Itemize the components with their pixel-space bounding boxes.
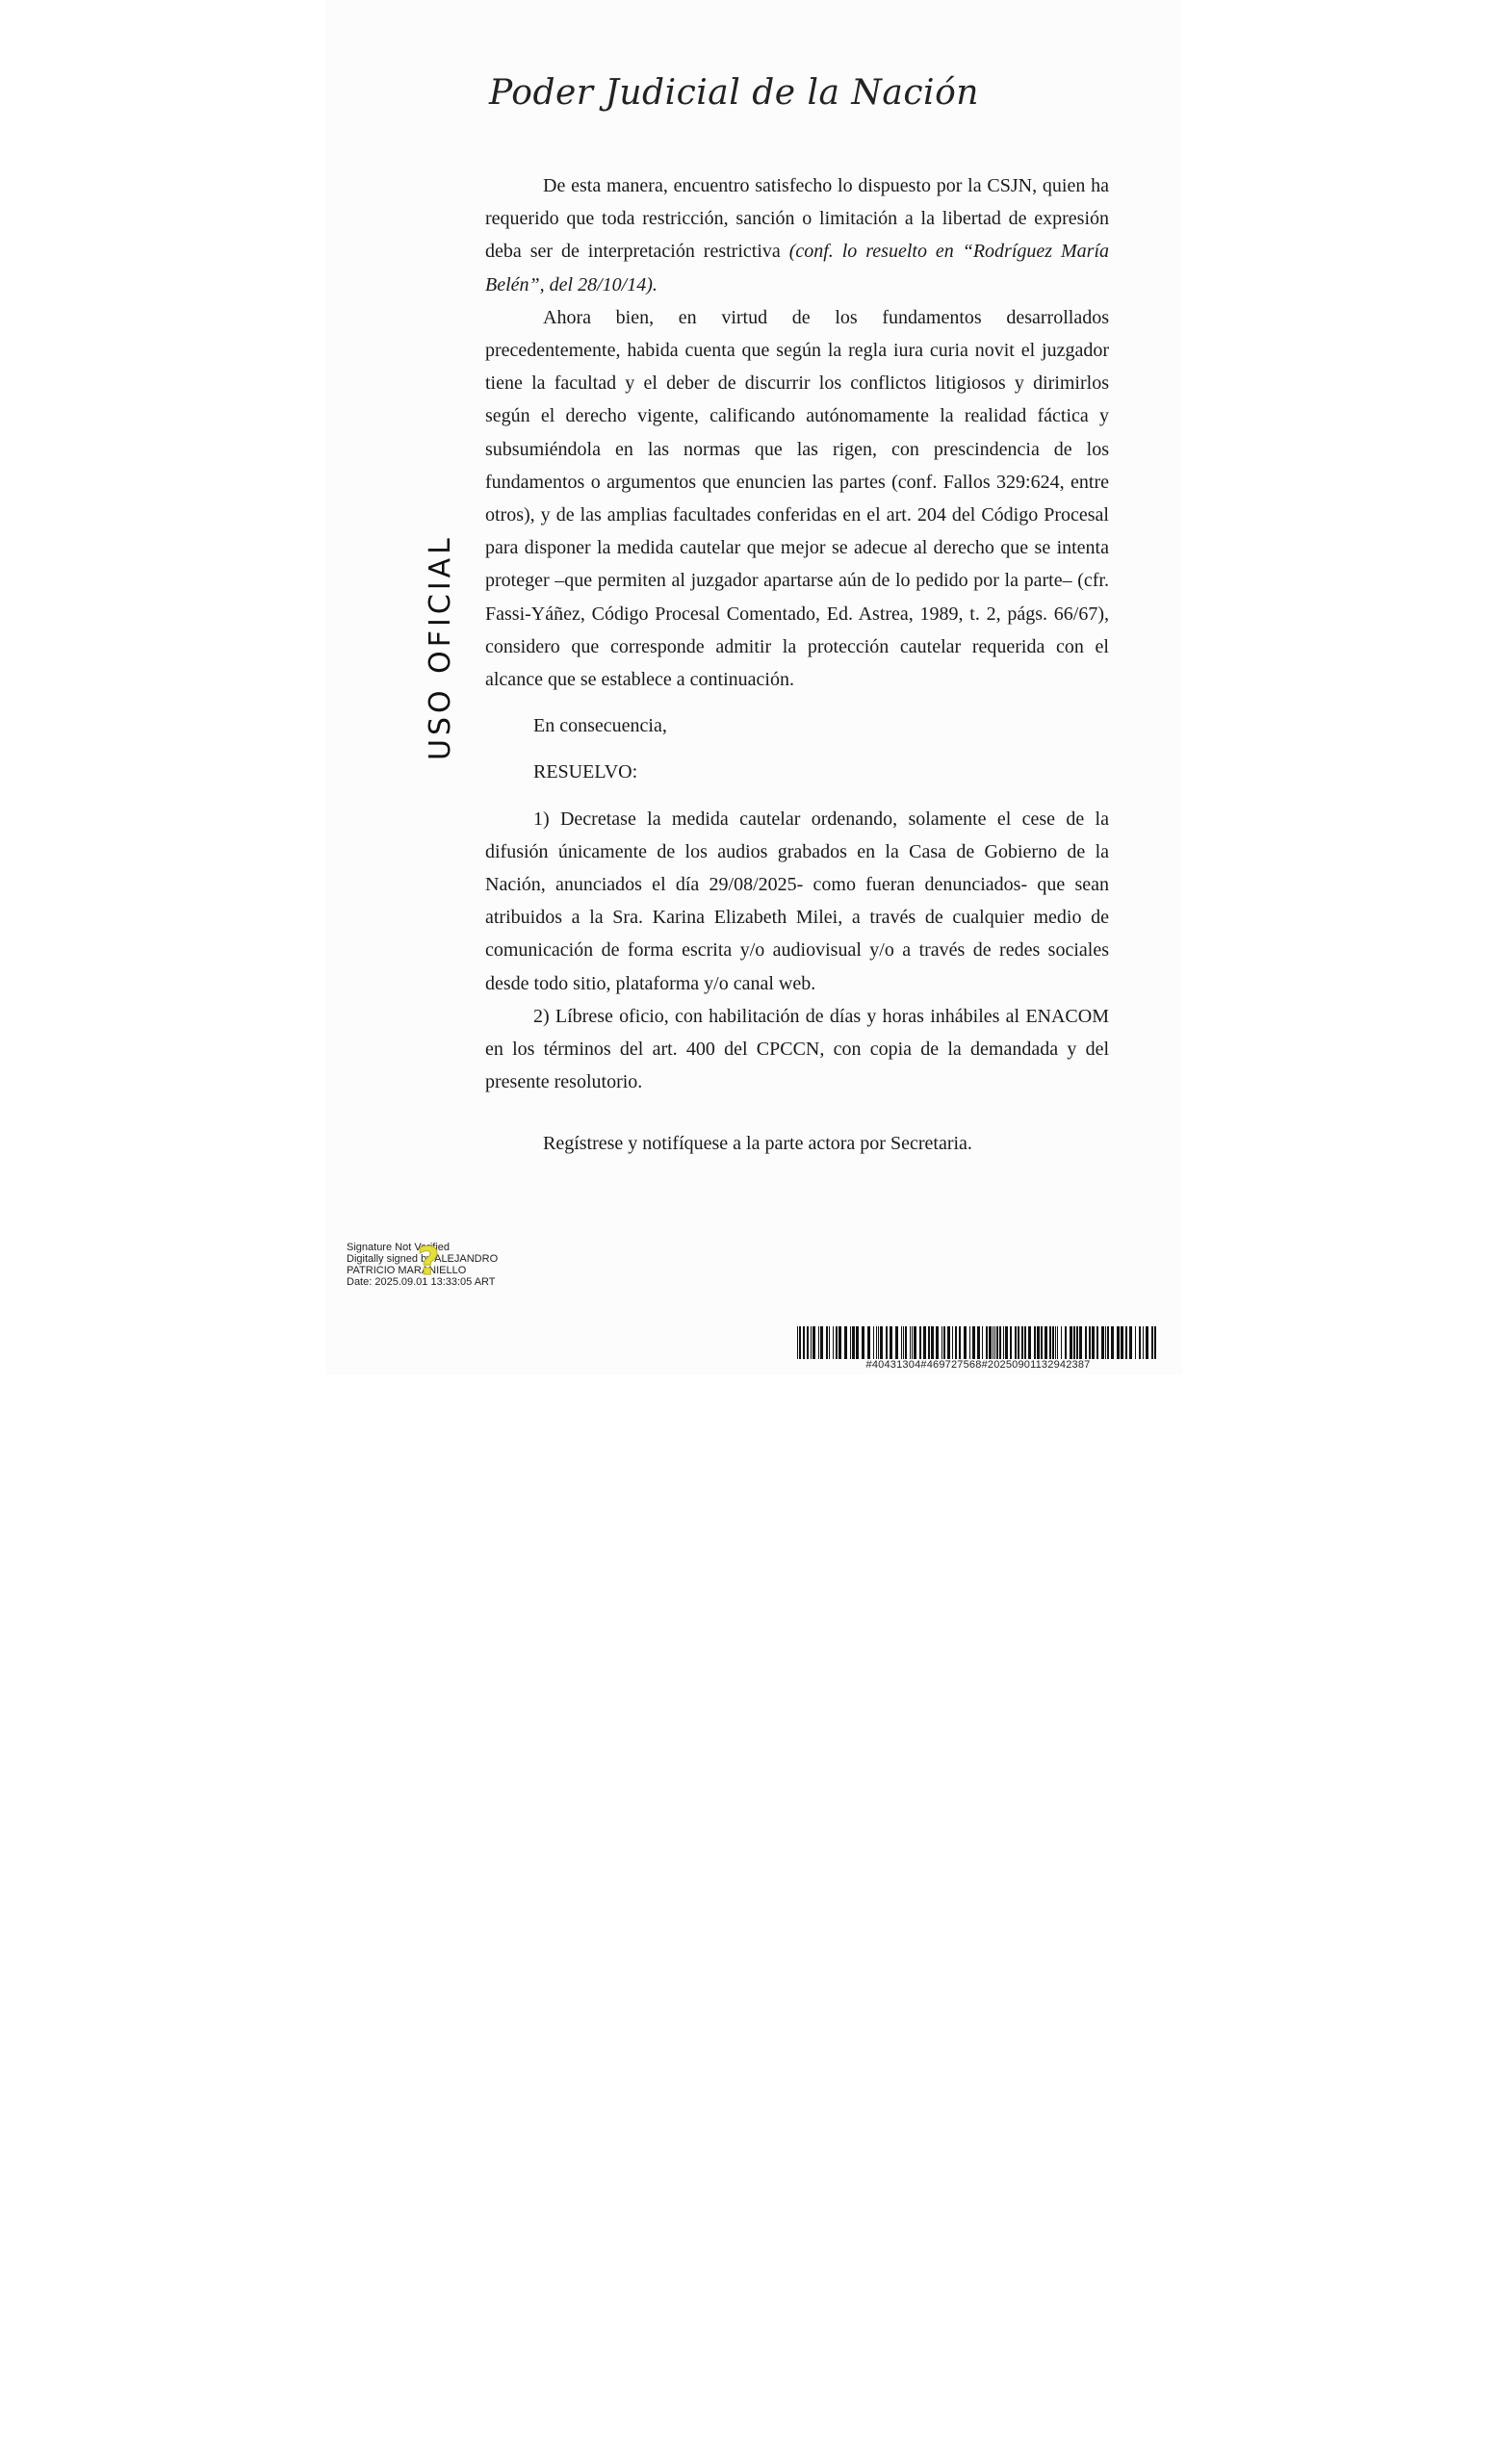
- signature-date: Date: 2025.09.01 13:33:05 ART: [347, 1276, 496, 1288]
- barcode-bar: [972, 1326, 975, 1359]
- barcode-bar: [1028, 1326, 1031, 1359]
- barcode-bar: [1092, 1326, 1095, 1359]
- barcode-bar: [919, 1326, 921, 1359]
- barcode-bar: [986, 1326, 988, 1359]
- barcode-bar: [799, 1326, 801, 1359]
- barcode-bar: [895, 1326, 898, 1359]
- barcode-bar: [1021, 1326, 1023, 1359]
- barcode-bar: [886, 1326, 888, 1359]
- barcode-bar: [1024, 1326, 1026, 1359]
- barcode-bar: [852, 1326, 855, 1359]
- barcode-bar: [1121, 1326, 1123, 1359]
- barcode-bar: [1107, 1326, 1109, 1359]
- paragraph-1-text: De esta manera, encuentro satisfecho lo dispuesto por la CSJN, quien ha requerido que toda restricción, sanción o limitación a la libertad de expresión deba ser de interpretación restrictiva: [485, 175, 1109, 263]
- barcode-bar: [936, 1326, 939, 1359]
- paragraph-consecuencia: En consecuencia,: [533, 715, 667, 737]
- barcode-bar: [1018, 1326, 1019, 1359]
- barcode-bar: [1079, 1326, 1082, 1359]
- barcode-bar: [797, 1326, 798, 1359]
- barcode-bar: [1085, 1326, 1087, 1359]
- barcode-bar: [818, 1326, 819, 1359]
- barcode-bar: [836, 1326, 838, 1359]
- barcode-bar: [1076, 1326, 1078, 1359]
- barcode-bar: [943, 1326, 945, 1359]
- barcode-bar: [878, 1326, 879, 1359]
- barcode-bar: [826, 1326, 828, 1359]
- barcode-bar: [1037, 1326, 1040, 1359]
- barcode-bar: [1117, 1326, 1120, 1359]
- barcode-bar: [1089, 1326, 1091, 1359]
- barcode-bar: [996, 1326, 998, 1359]
- barcode-bar: [901, 1326, 902, 1359]
- barcode-bar: [952, 1326, 953, 1359]
- barcode-bar: [1143, 1326, 1144, 1359]
- barcode-bar: [989, 1326, 992, 1359]
- barcode-bar: [856, 1326, 859, 1359]
- barcode-bar: [914, 1326, 916, 1359]
- barcode-bar: [1015, 1326, 1017, 1359]
- barcode-bar: [1096, 1326, 1098, 1359]
- barcode-bar: [1055, 1326, 1056, 1359]
- barcode-bar: [1010, 1326, 1012, 1359]
- barcode-bar: [912, 1326, 913, 1359]
- signature-question-icon: [412, 1240, 445, 1282]
- barcode-bar: [1154, 1326, 1156, 1359]
- barcode-bar: [1034, 1326, 1036, 1359]
- barcode-bar: [876, 1326, 877, 1359]
- barcode-bar: [947, 1326, 950, 1359]
- barcode-bar: [1139, 1326, 1141, 1359]
- barcode-bar: [862, 1326, 864, 1359]
- signature-status: Signature Not Verified: [347, 1242, 451, 1253]
- barcode-bar: [994, 1326, 995, 1359]
- paragraph-1-citation: (conf. lo resuelto en “Rodríguez María Belén”, del 28/10/14).: [485, 241, 1109, 295]
- barcode-bar: [1061, 1326, 1062, 1359]
- barcode-bar: [1146, 1326, 1148, 1359]
- barcode-bar: [923, 1326, 926, 1359]
- barcode-bar: [905, 1326, 907, 1359]
- barcode-bar: [1065, 1326, 1067, 1359]
- barcode-bar: [1073, 1326, 1075, 1359]
- barcode-bar: [890, 1326, 892, 1359]
- barcode-bar: [1057, 1326, 1058, 1359]
- barcode-bar: [833, 1326, 834, 1359]
- side-stamp-text: USO OFICIAL: [424, 534, 457, 760]
- document-body: [485, 169, 1109, 1161]
- barcode-bar: [955, 1326, 957, 1359]
- barcode-bar: [1129, 1326, 1132, 1359]
- barcode-bar: [867, 1326, 870, 1359]
- barcode-bar: [1070, 1326, 1072, 1359]
- signature-signer-line2: PATRICIO MARANIELLO: [347, 1265, 467, 1276]
- barcode-bar: [1049, 1326, 1051, 1359]
- barcode-bar: [928, 1326, 930, 1359]
- barcode-bar: [1005, 1326, 1008, 1359]
- barcode-bar: [880, 1326, 883, 1359]
- barcode-bar: [959, 1326, 961, 1359]
- barcode-bar: [873, 1326, 874, 1359]
- barcode-bar: [1111, 1326, 1114, 1359]
- barcode-bar: [964, 1326, 967, 1359]
- barcode-bar: [1041, 1326, 1043, 1359]
- side-stamp: [424, 534, 464, 762]
- barcode-bar: [1135, 1326, 1136, 1359]
- barcode-bar: [1105, 1326, 1106, 1359]
- barcode-bar: [969, 1326, 970, 1359]
- barcode-bar: [838, 1326, 841, 1359]
- barcode-bar: [910, 1326, 911, 1359]
- barcode-bar: [1125, 1326, 1127, 1359]
- barcode-bar: [803, 1326, 805, 1359]
- barcode-bar: [812, 1326, 815, 1359]
- barcode-bar: [811, 1326, 812, 1359]
- barcode-bar: [977, 1326, 980, 1359]
- barcode: [795, 1326, 1161, 1371]
- page-header-title: Poder Judicial de la Nación: [489, 73, 979, 113]
- barcode-bar: [820, 1326, 823, 1359]
- barcode-bars: [795, 1326, 1161, 1359]
- svg-text:?: ?: [417, 1240, 440, 1282]
- barcode-bar: [844, 1326, 847, 1359]
- barcode-bar: [982, 1326, 983, 1359]
- paragraph-resuelvo: RESUELVO:: [533, 761, 638, 783]
- barcode-bar: [931, 1326, 934, 1359]
- barcode-bar: [1101, 1326, 1104, 1359]
- barcode-bar: [1052, 1326, 1054, 1359]
- barcode-bar: [999, 1326, 1001, 1359]
- paragraph-1: [485, 169, 1109, 301]
- barcode-bar: [850, 1326, 851, 1359]
- barcode-bar: [941, 1326, 942, 1359]
- barcode-bar: [829, 1326, 830, 1359]
- barcode-bar: [1003, 1326, 1004, 1359]
- barcode-bar: [807, 1326, 809, 1359]
- barcode-bar: [1045, 1326, 1047, 1359]
- resolution-item-2: 2) Líbrese oficio, con habilitación de días y horas inhábiles al ENACOM en los términos del art. 400 del CPCCN, con copia de la demandada y del presente resolutorio.: [485, 1005, 1109, 1093]
- signature-signer-line1: Digitally signed by ALEJANDRO: [347, 1253, 499, 1265]
- paragraph-2: Ahora bien, en virtud de los fundamentos desarrollados precedentemente, habida cuenta que según la regla iura curia novit el juzgador tiene la facultad y el deber de discurrir los conflictos litigiosos y dirimirlos según el derecho vigente, calificando autónomamente la realidad fáctica y subsumiéndola en las normas que las rigen, con prescindencia de los fundamentos o argumentos que enuncien las partes (conf. Fallos 329:624, entre otros), y de las amplias facultades conferidas en el art. 204 del Código Procesal para disponer la medida cautelar que mejor se adecue al derecho que se intenta proteger –que permiten al juzgador apartarse aún de lo pedido por la parte– (cfr. Fassi-Yáñez, Código Procesal Comentado, Ed. Astrea, 1989, t. 2, págs. 66/67), considero que corresponde admitir la protección cautelar requerida con el alcance que se establece a continuación.: [485, 306, 1109, 691]
- barcode-bar: [1151, 1326, 1153, 1359]
- closing-line: Regístrese y notifíquese a la parte actora por Secretaria.: [543, 1133, 972, 1155]
- barcode-bar: [903, 1326, 904, 1359]
- resolution-item-1: 1) Decretase la medida cautelar ordenando, solamente el cese de la difusión únicamente de los audios grabados en la Casa de Gobierno de la Nación, anunciados el día 29/08/2025- como fueran denunciados- que sean atribuidos a la Sra. Karina Elizabeth Milei, a través de cualquier medio de comunicación de forma escrita y/o audiovisual y/o a través de redes sociales desde todo sitio, plataforma y/o canal web.: [485, 808, 1109, 994]
- barcode-text: #40431304#469727568#20250901132942387: [865, 1359, 1091, 1371]
